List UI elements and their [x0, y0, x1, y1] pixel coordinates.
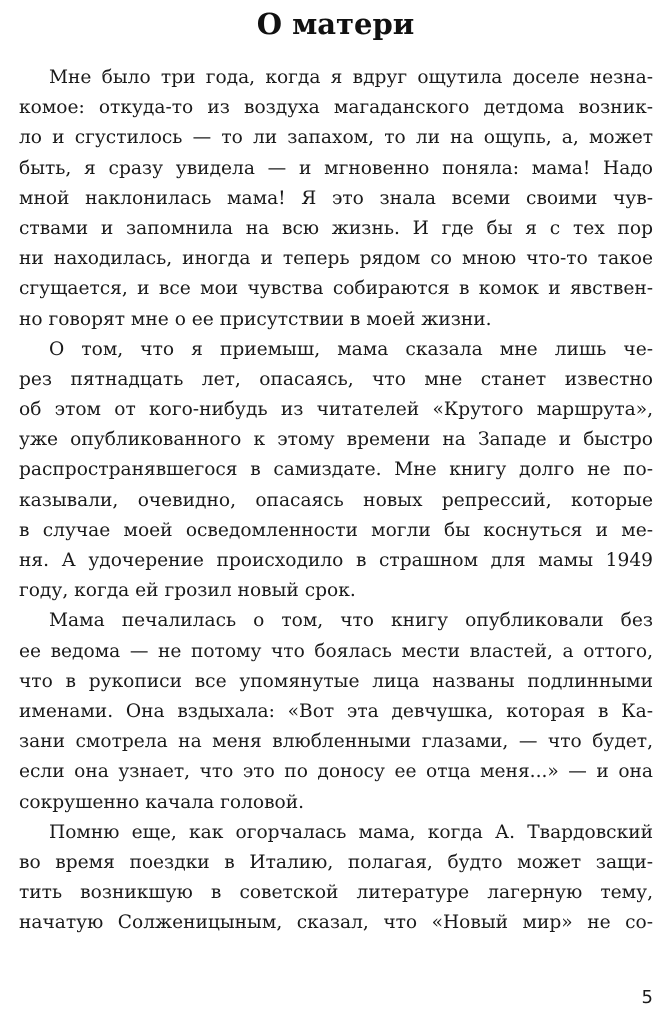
text-line: быть, я сразу увидела — и мгновенно поняла: мама! Надо: [19, 157, 653, 179]
text-line: Мама печалилась о том, что книгу опубликовали без: [49, 610, 653, 632]
body-text: [19, 63, 653, 938]
text-line: что в рукописи все упомянутые лица названы подлинными: [19, 670, 653, 692]
text-line: ее ведома — не потому что боялась мести властей, а оттого,: [19, 640, 653, 662]
text-line: Помню еще, как огорчалась мама, когда А. Твардовский: [49, 821, 653, 843]
text-line: в случае моей осведомленности могли бы коснуться и ме-: [19, 519, 653, 541]
text-line: начатую Солженицыным, сказал, что «Новый мир» не со-: [19, 912, 653, 934]
text-line: тить возникшую в советской литературе лагерную тему,: [19, 882, 653, 904]
text-line: во время поездки в Италию, полагая, будто может защи-: [19, 851, 653, 873]
paragraph: [19, 606, 653, 817]
text-line: ствами и запомнила на всю жизнь. И где бы я с тех пор: [19, 217, 653, 239]
text-line: зани смотрела на меня влюбленными глазами, — что будет,: [19, 731, 653, 753]
text-line: об этом от кого-нибудь из читателей «Крутого маршрута»,: [19, 399, 653, 421]
text-line: рез пятнадцать лет, опасаясь, что мне станет известно: [19, 368, 653, 390]
text-line: но говорят мне о ее присутствии в моей жизни.: [19, 308, 492, 330]
text-line: распространявшегося в самиздате. Мне книгу долго не по-: [19, 459, 653, 481]
text-line: уже опубликованного к этому времени на Западе и быстро: [19, 429, 653, 451]
chapter-title: О матери: [256, 7, 415, 41]
text-line: ло и сгустилось — то ли запахом, то ли на ощупь, а, может: [19, 127, 653, 149]
text-line: именами. Она вздыхала: «Вот эта девчушка, которая в Ка-: [19, 700, 653, 722]
text-line: мной наклонилась мама! Я это знала всеми своими чув-: [19, 187, 653, 209]
text-line: ня. А удочерение происходило в страшном для мамы 1949: [19, 550, 653, 571]
text-line: Мне было три года, когда я вдруг ощутила доселе незна-: [49, 67, 653, 88]
paragraph: [19, 63, 653, 335]
text-line: году, когда ей грозил новый срок.: [19, 580, 356, 602]
paragraph: [19, 818, 653, 939]
paragraph: [19, 335, 653, 607]
text-line: казывали, очевидно, опасаясь новых репрессий, которые: [19, 489, 653, 511]
page-number: 5: [641, 987, 653, 1008]
text-line: комое: откуда-то из воздуха магаданского детдома возник-: [19, 97, 653, 119]
text-line: если она узнает, что это по доносу ее отца меня...» — и она: [19, 761, 653, 783]
text-line: сокрушенно качала головой.: [19, 791, 305, 813]
text-line: сгущается, и все мои чувства собираются в комок и явствен-: [19, 278, 653, 300]
text-line: О том, что я приемыш, мама сказала мне лишь че-: [49, 338, 653, 360]
text-line: ни находилась, иногда и теперь рядом со мною что-то такое: [19, 248, 653, 270]
